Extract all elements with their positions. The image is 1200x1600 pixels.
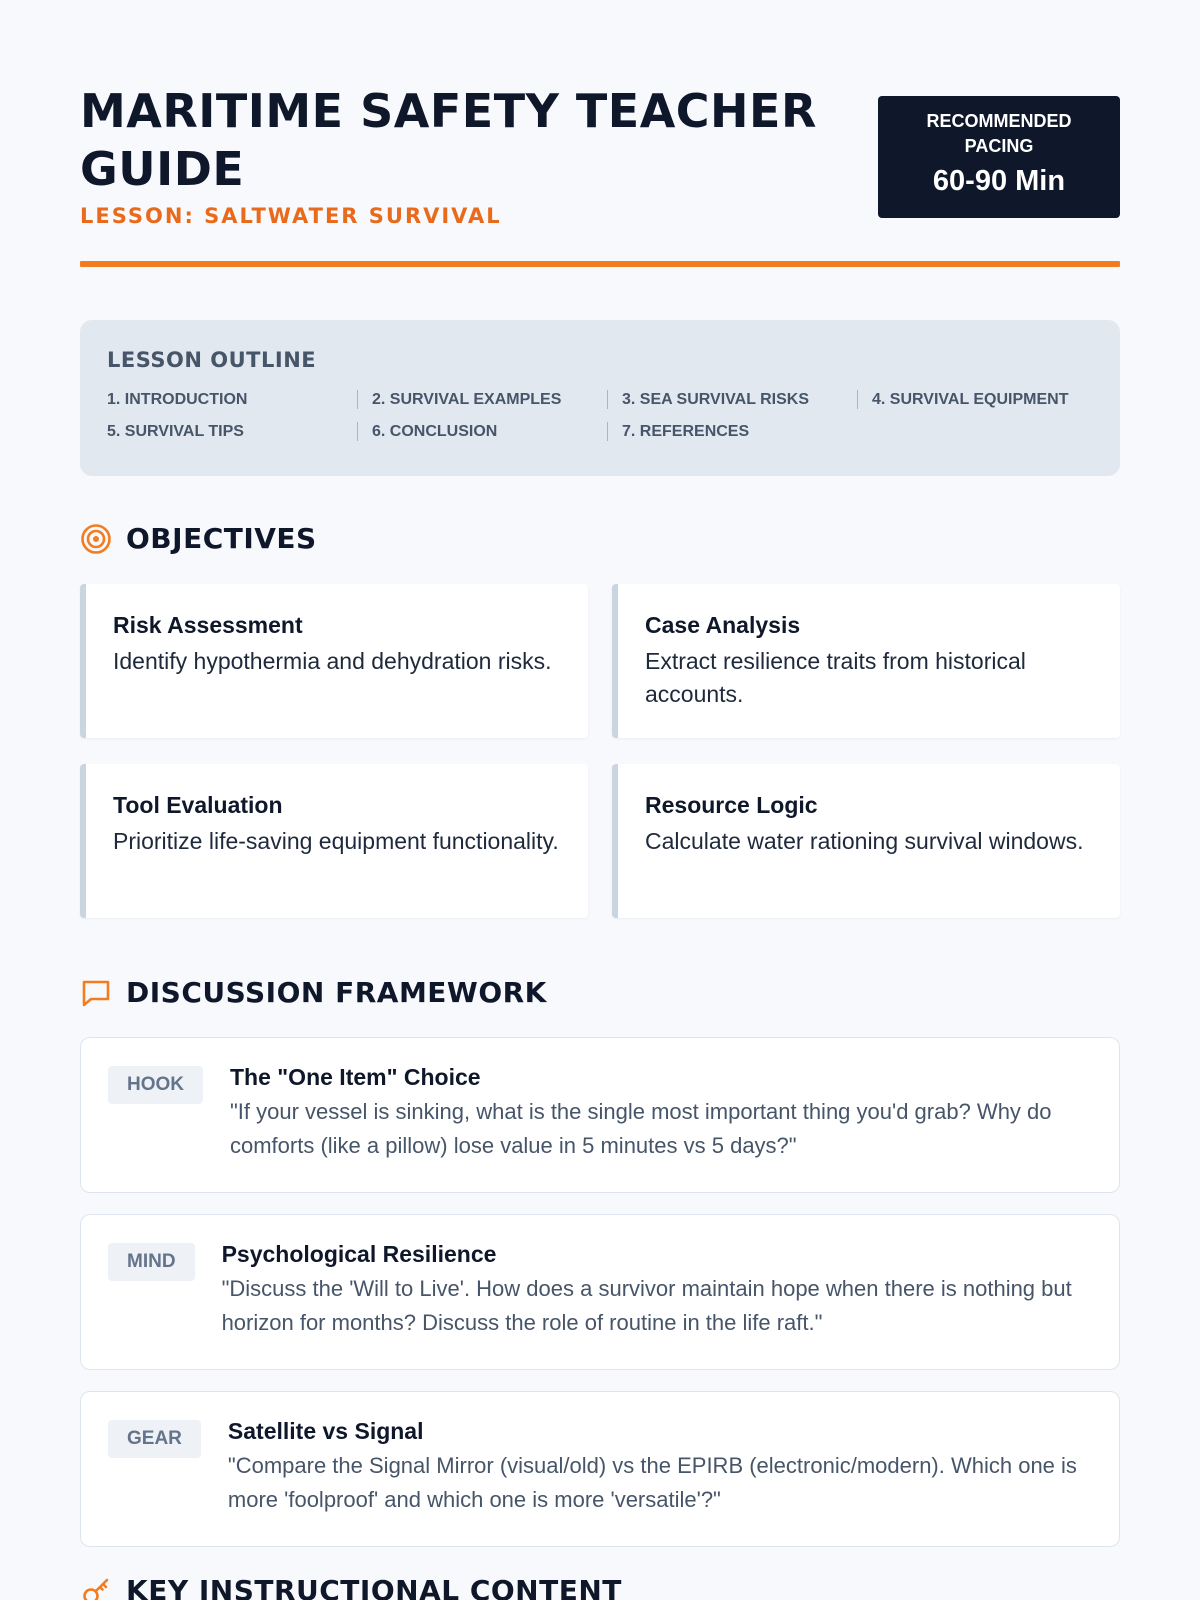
- discussion-title: DISCUSSION FRAMEWORK: [126, 976, 547, 1009]
- outline-item: 4. SURVIVAL EQUIPMENT: [857, 390, 1097, 409]
- objective-title: Tool Evaluation: [113, 792, 283, 818]
- outline-item: 1. INTRODUCTION: [107, 391, 248, 408]
- pacing-label: RECOMMENDED PACING: [926, 111, 1072, 156]
- objective-card: [612, 764, 1120, 918]
- discussion-tag: MIND: [108, 1243, 195, 1281]
- outline-item: 2. SURVIVAL EXAMPLES: [357, 390, 607, 409]
- objectives-title: OBJECTIVES: [126, 522, 317, 555]
- discussion-tag: GEAR: [108, 1420, 201, 1458]
- discussion-heading: [80, 976, 547, 1009]
- discussion-tag: HOOK: [108, 1066, 203, 1104]
- discussion-title: The "One Item" Choice: [230, 1064, 481, 1090]
- discussion-title: Satellite vs Signal: [227, 1418, 424, 1444]
- key-icon: [80, 1575, 112, 1600]
- discussion-card: [80, 1037, 1120, 1193]
- discussion-title: Psychological Resilience: [221, 1241, 497, 1267]
- key-content-title: KEY INSTRUCTIONAL CONTENT: [126, 1574, 622, 1600]
- discussion-card: [80, 1214, 1120, 1370]
- objective-card: [80, 584, 588, 738]
- objective-card: [612, 584, 1120, 738]
- outline-item: 7. REFERENCES: [607, 422, 857, 441]
- outline-item: 5. SURVIVAL TIPS: [107, 423, 244, 440]
- outline-title: LESSON OUTLINE: [107, 348, 317, 372]
- objective-title: Case Analysis: [645, 612, 801, 638]
- lesson-subtitle: LESSON: SALTWATER SURVIVAL: [80, 204, 502, 228]
- discussion-prompt: "Compare the Signal Mirror (visual/old) vs the EPIRB (electronic/modern). Which one is more 'foolproof' and which one is more 'versatile'?": [227, 1453, 1077, 1512]
- objective-description: Prioritize life-saving equipment functionality.: [113, 828, 559, 854]
- pacing-value: 60-90 Min: [932, 165, 1066, 197]
- outline-item: 6. CONCLUSION: [357, 422, 607, 441]
- objectives-heading: [80, 522, 317, 555]
- objectives-grid: [80, 584, 1120, 918]
- pacing-badge: [878, 96, 1120, 218]
- key-content-heading: [80, 1574, 622, 1600]
- outline-item: 3. SEA SURVIVAL RISKS: [607, 390, 857, 409]
- objective-title: Risk Assessment: [113, 612, 303, 638]
- teacher-guide-page: [80, 0, 1120, 1600]
- outline-list: [107, 390, 1093, 441]
- objective-description: Identify hypothermia and dehydration risks.: [113, 648, 552, 674]
- objective-description: Calculate water rationing survival windows.: [645, 828, 1084, 854]
- discussion-prompt: "If your vessel is sinking, what is the single most important thing you'd grab? Why do comforts (like a pillow) lose value in 5 minutes vs 5 days?": [230, 1099, 1052, 1158]
- objective-card: [80, 764, 588, 918]
- objective-description: Extract resilience traits from historical accounts.: [645, 648, 1026, 707]
- header-divider: [80, 261, 1120, 267]
- page-title: MARITIME SAFETY TEACHER GUIDE: [80, 84, 817, 196]
- speech-bubble-icon: [80, 977, 112, 1009]
- objective-title: Resource Logic: [645, 792, 818, 818]
- discussion-card: [80, 1391, 1120, 1547]
- target-icon: [80, 523, 112, 555]
- discussion-prompt: "Discuss the 'Will to Live'. How does a survivor maintain hope when there is nothing but horizon for months? Discuss the role of routine in the life raft.": [221, 1276, 1072, 1335]
- lesson-outline: [80, 320, 1120, 476]
- header: [80, 0, 1120, 270]
